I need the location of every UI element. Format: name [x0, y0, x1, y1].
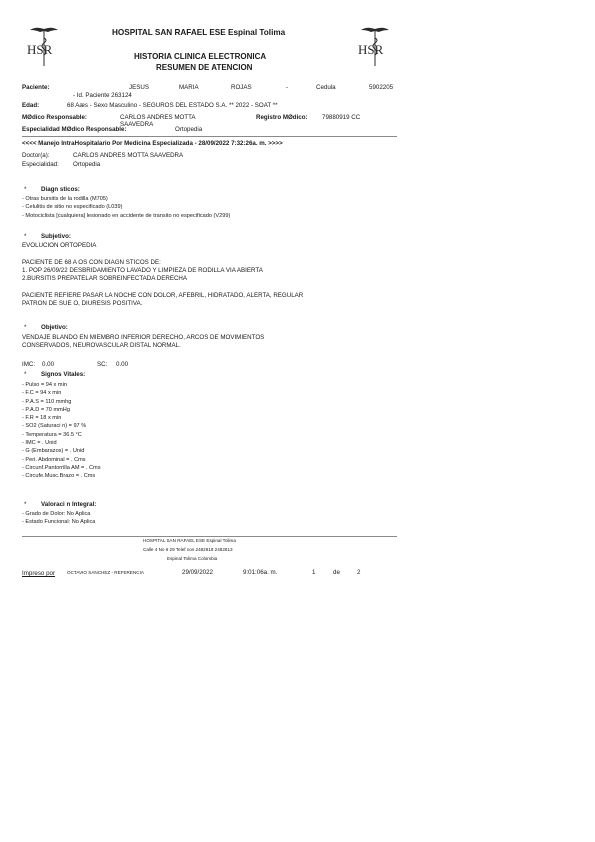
patient-last-name: ROJAS: [231, 84, 252, 91]
subjective-line: PACIENTE DE 68 A OS CON DIAGN STICOS DE:: [22, 258, 161, 266]
header-divider: [22, 136, 397, 137]
subjective-line: EVOLUCION ORTOPEDIA: [22, 242, 97, 249]
registry-label: Registro MØdico:: [256, 114, 308, 121]
subjective-line: PACIENTE REFIERE PASAR LA NOCHE CON DOLOR, AFEBRIL, HIDRATADO, ALERTA, REGULAR: [22, 291, 304, 299]
patient-id: - Id. Paciente 263124: [73, 92, 132, 99]
objective-line: CONSERVADOS, NEUROVASCULAR DISTAL NORMAL.: [22, 342, 181, 350]
subjective-line: [22, 250, 303, 258]
subjective-line: PATRON DE SUE O, DIURESIS POSITIVA.: [22, 300, 143, 308]
vitals-bullet: *: [24, 371, 27, 378]
vitals-list: [22, 382, 101, 482]
age-sex-insurer: 68 Aæs - Sexo Masculino - SEGUROS DEL ESTADO S.A. ** 2022 - SOAT **: [67, 102, 278, 109]
print-time: 9:01:06a. m.: [243, 569, 278, 576]
vitals-heading: Signos Vitales:: [41, 371, 86, 378]
vital-item: - Circunf.Pantorrilla AM = . Cms: [22, 464, 101, 471]
footer-city: Espinal Tolima Colombia: [167, 556, 218, 561]
subjective-text: [22, 242, 303, 308]
sc-label: SC:: [97, 361, 108, 368]
diagnosis-item: - Otras bursitis de la rodilla (M705): [22, 196, 108, 202]
vital-item: - G (Embarazos) = . Unid: [22, 448, 85, 455]
assessment-bullet: *: [24, 501, 27, 508]
objective-heading: Objetivo:: [41, 324, 68, 331]
patient-doc-number: 5902205: [369, 84, 394, 91]
patient-middle-name: MARIA: [179, 84, 199, 91]
vital-item: - F.C = 94 x min: [22, 390, 62, 397]
encounter-header: <<<< Manejo IntraHospitalario Por Medicina Especializada - 28/09/2022 7:32:26a. m. >>>>: [22, 140, 283, 147]
imc-value: 0.00: [42, 361, 55, 368]
printed-by-user: OCTAVIO SANCHEZ - REFERENCIA: [67, 570, 144, 575]
physician-label: MØdico Responsable:: [22, 114, 87, 121]
assessment-item: - Estado Funcional: No Aplica: [22, 519, 96, 526]
subjective-line: [22, 283, 303, 291]
objective-line: VENDAJE BLANDO EN MIEMBRO INFERIOR DERECHO, ARCOS DE MOVIMIENTOS: [22, 334, 265, 341]
hospital-logo-right: [357, 24, 393, 68]
physician-name-2: SAAVEDRA: [120, 121, 154, 128]
sc-value: 0.00: [116, 361, 129, 368]
footer-hospital: HOSPITAL SAN RAFAEL ESE Espinal Tolima: [143, 538, 236, 543]
footer-address: Calle 4 No 6 29 Telef nos 2482818 2482813: [143, 547, 233, 552]
vital-item: - Peri. Abdominal = . Cms: [22, 456, 86, 463]
document-subtitle: RESUMEN DE ATENCION: [156, 63, 253, 72]
vital-item: - Circufe.Musc.Brazo = . Cms: [22, 473, 96, 480]
document-title: HISTORIA CLINICA ELECTRONICA: [134, 52, 267, 61]
physician-name: CARLOS ANDRES MOTTA: [120, 114, 196, 121]
assessment-heading: Valoraci n Integral:: [41, 501, 97, 508]
assessment-item: - Grado de Dolor: No Aplica: [22, 511, 91, 517]
patient-label: Paciente:: [22, 84, 50, 91]
hospital-logo-left: [26, 24, 62, 68]
encounter-specialty-label: Especialidad:: [22, 161, 59, 168]
diagnoses-bullet: *: [24, 186, 27, 193]
specialty-value: Ortopedia: [175, 126, 203, 133]
doctor-label: Doctor(a):: [22, 152, 50, 159]
vital-item: - SO2 (Saturaci n) = 97 %: [22, 423, 87, 430]
diagnosis-item: - Motociclista [cualquiera] lesionado en accidente de transito no especificado (V299): [22, 212, 231, 219]
encounter-specialty: Ortopedia: [73, 161, 101, 168]
diagnosis-item: - Celulitis de sitio no especificado (L039): [22, 204, 123, 211]
vital-item: - F.R = 18 x min: [22, 415, 62, 422]
footer-divider: [22, 536, 397, 537]
patient-dash: -: [286, 84, 289, 91]
age-label: Edad:: [22, 102, 40, 109]
vital-item: - P.A.D = 70 mmHg: [22, 406, 70, 413]
diagnoses-list: [22, 196, 230, 221]
assessment-list: [22, 511, 95, 528]
vital-item: - IMC = . Unid: [22, 440, 57, 447]
objective-bullet: *: [24, 324, 27, 331]
vital-item: - Temperatura = 36.5 °C: [22, 431, 82, 438]
vital-item: - P.A.S = 110 mmhg: [22, 398, 72, 405]
subjective-line: 1. POP 26/09/22 DESBRIDAMIENTO LAVADO Y LIMPIEZA DE RODILLA VIA ABIERTA: [22, 266, 263, 274]
imc-label: IMC:: [22, 361, 36, 368]
subjective-bullet: *: [24, 233, 27, 240]
vital-item: - Pulso = 94 x min: [22, 382, 67, 388]
patient-first-name: JESUS: [129, 84, 149, 91]
print-date: 29/09/2022: [182, 569, 213, 576]
registry-number: 79880919 CC: [322, 114, 361, 121]
hospital-name: HOSPITAL SAN RAFAEL ESE Espinal Tolima: [112, 28, 286, 37]
patient-doc-type: Cedula: [316, 84, 336, 91]
objective-text: [22, 334, 264, 351]
doctor-name: CARLOS ANDRES MOTTA SAAVEDRA: [73, 152, 184, 159]
logo-text: HSR: [27, 42, 53, 57]
printed-by-label: Impreso por: [22, 570, 56, 577]
page-of: de: [333, 569, 340, 576]
subjective-line: 2.BURSITIS PREPATELAR SOBREINFECTADA DERECHA: [22, 275, 188, 283]
logo-text: HSR: [358, 42, 384, 57]
diagnoses-heading: Diagn sticos:: [41, 186, 80, 193]
page-number: 1: [312, 569, 316, 576]
page-total: 2: [357, 569, 361, 576]
specialty-label: Especialidad MØdico Responsable:: [22, 126, 127, 133]
subjective-heading: Subjetivo:: [41, 233, 71, 240]
